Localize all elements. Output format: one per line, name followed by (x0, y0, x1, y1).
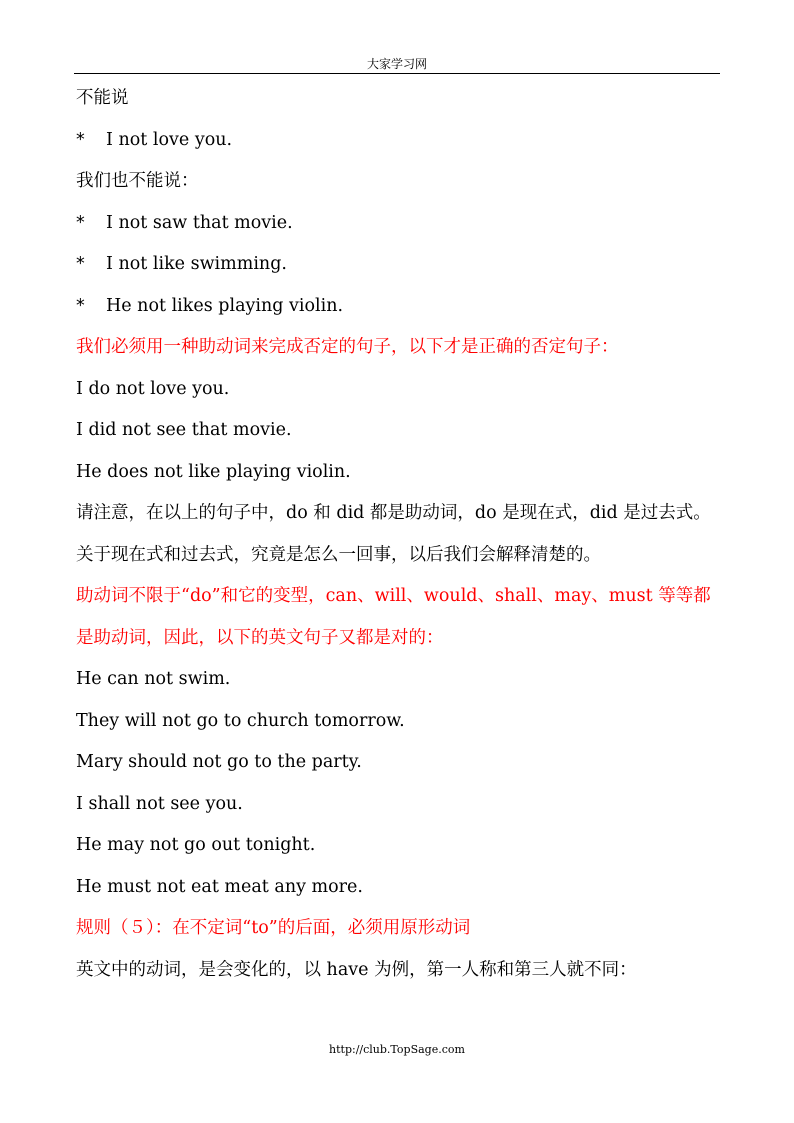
example-sentence: I do not love you. (76, 378, 230, 399)
example-sentence: They will not go to church tomorrow. (76, 710, 405, 731)
header-divider (74, 73, 720, 74)
text-paragraph: 请注意，在以上的句子中，do 和 did 都是助动词，do 是现在式，did 是过去式。 (76, 503, 711, 523)
example-line (76, 203, 720, 245)
example-sentence: Mary should not go to the party. (76, 752, 362, 772)
asterisk-icon: * (76, 254, 85, 274)
rule-heading: 规则（５）：在不定词“to”的后面，必须用原形动词 (76, 918, 471, 938)
asterisk-icon: * (76, 295, 85, 316)
text-line: 关于现在式和过去式，究竟是怎么一回事，以后我们会解释清楚的。 (76, 544, 601, 565)
emphasis-line: 我们必须用一种助动词来完成否定的句子，以下才是正确的否定句子： (76, 337, 619, 357)
text-line: 不能说 (76, 88, 129, 108)
example-sentence: I not love you. (106, 129, 233, 150)
example-sentence: I did not see that movie. (76, 420, 292, 440)
emphasis-paragraph: 助动词不限于“do”和它的变型，can、will、would、shall、may、must 等等都是助动词，因此，以下的英文句子又都是对的： (76, 586, 711, 648)
text-line: 英文中的动词，是会变化的，以 have 为例，第一人称和第三人就不同： (76, 959, 637, 980)
example-sentence: I shall not see you. (76, 793, 243, 814)
example-sentence: I not like swimming. (106, 254, 287, 274)
example-line (76, 286, 720, 328)
example-sentence: I not saw that movie. (106, 212, 293, 233)
example-sentence: He not likes playing violin. (106, 295, 344, 316)
footer-url: http://club.TopSage.com (329, 1043, 465, 1056)
example-sentence: He does not like playing violin. (76, 461, 351, 482)
asterisk-icon: * (76, 129, 85, 150)
text-line: 我们也不能说： (76, 171, 199, 191)
example-sentence: He must not eat meat any more. (76, 876, 363, 897)
example-line (76, 120, 720, 162)
example-line (76, 244, 720, 286)
example-sentence: He may not go out tonight. (76, 835, 316, 855)
asterisk-icon: * (76, 212, 85, 233)
page-header-title: 大家学习网 (366, 57, 427, 71)
document-body (76, 78, 720, 991)
example-sentence: He can not swim. (76, 669, 231, 689)
